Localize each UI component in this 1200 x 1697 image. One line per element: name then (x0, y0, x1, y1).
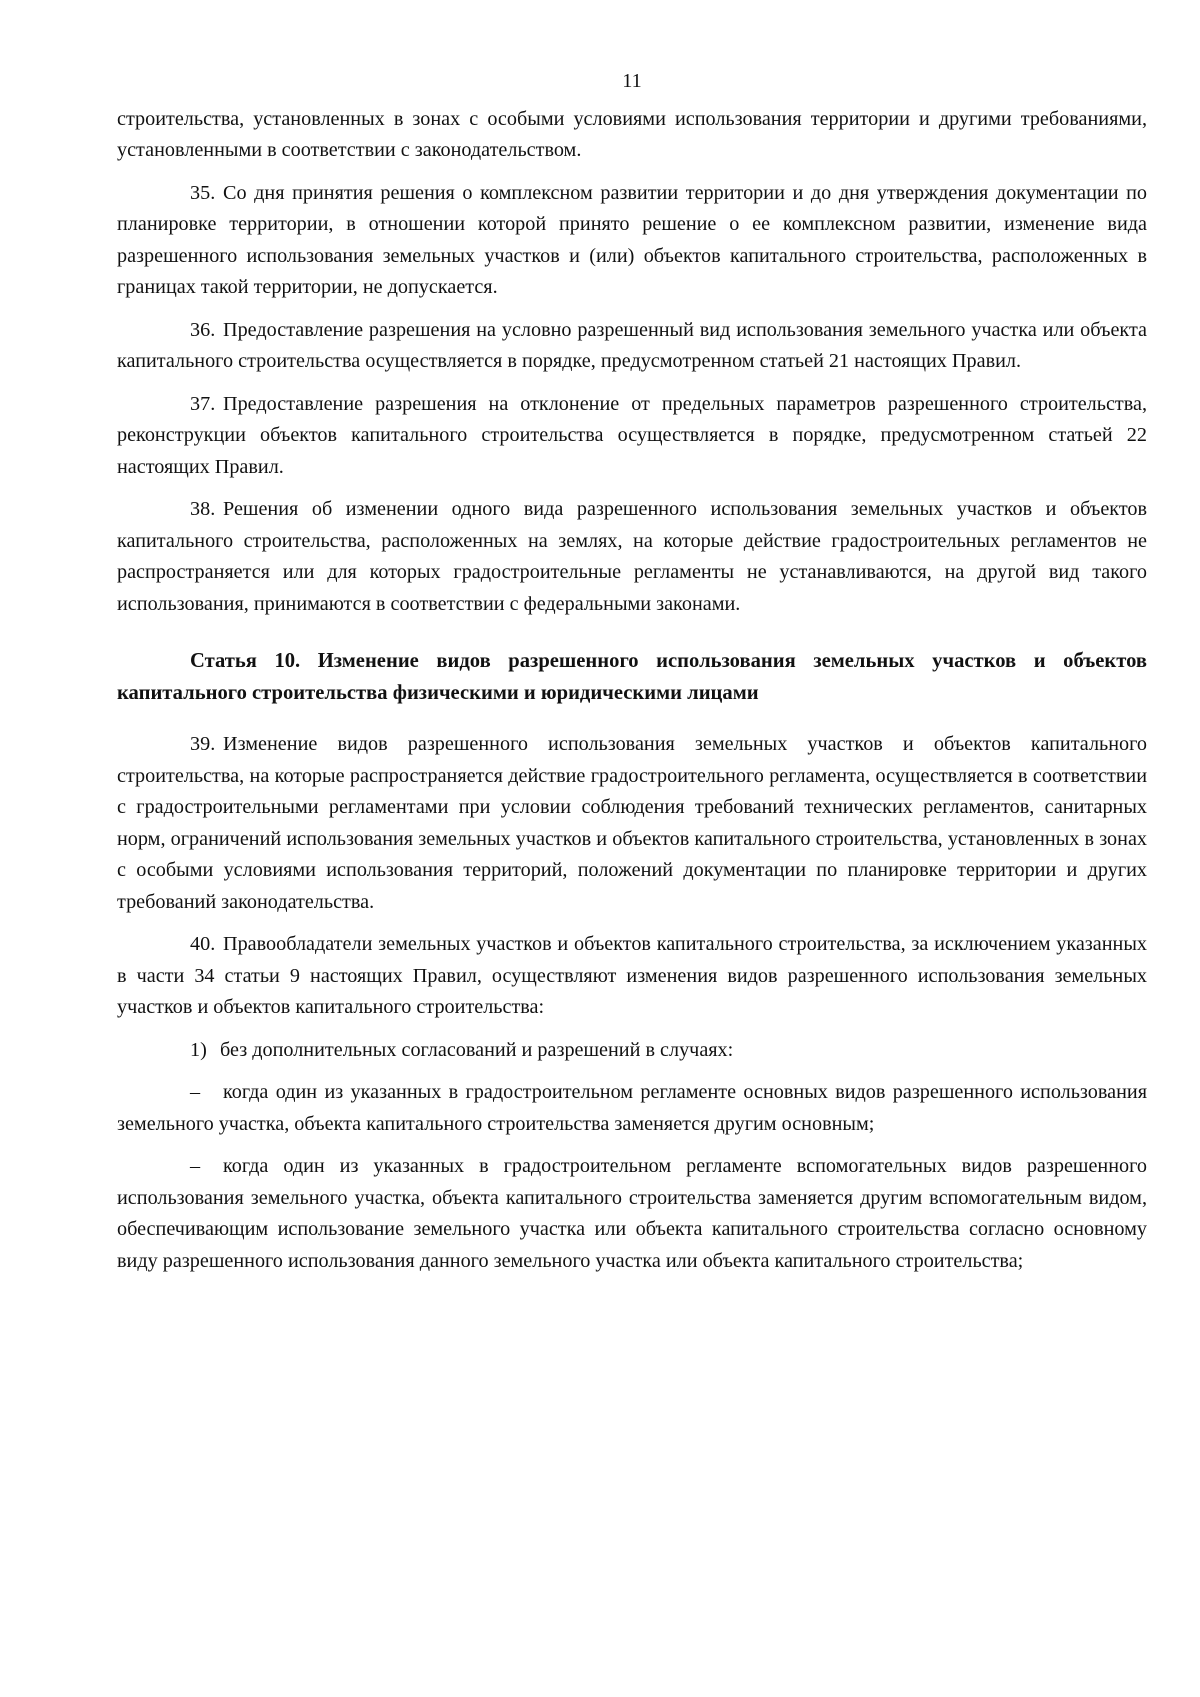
page-number: 11 (622, 70, 642, 92)
paragraph-number: 38. (190, 498, 216, 520)
paragraph-text: Правообладатели земельных участков и объектов капитального строительства, за исключением указанных в части 34 статьи 9 настоящих Правил, осуществляют изменения видов разрешенного использования земельных участков и объектов капитального строительства: (117, 933, 1147, 1018)
paragraph-36 (117, 315, 1147, 378)
paragraph-text: Изменение видов разрешенного использования земельных участков и объектов капитального строительства, на которые распространяется действие градостроительного регламента, осуществляется в соответствии с градостроительными регламентами при условии соблюдения требований технических регламентов, санитарных норм, ограничений использования земельных участков и объектов капитального строительства, установленных в зонах с особыми условиями использования территорий, положений документации по планировке территории и других требований законодательства. (117, 733, 1147, 913)
subitem-text: без дополнительных согласований и разрешений в случаях: (220, 1038, 734, 1061)
paragraph-number: 35. (190, 181, 216, 204)
dash-item (117, 1077, 1147, 1140)
paragraph-text: Предоставление разрешения на условно разрешенный вид использования земельного участка или объекта капитального строительства осуществляется в порядке, предусмотренном статьей 21 настоящих Правил. (117, 318, 1147, 372)
paragraph-37 (117, 389, 1147, 484)
dash-marker: – (190, 1155, 201, 1177)
dash-marker: – (190, 1081, 201, 1103)
dash-item-text: когда один из указанных в градостроительном регламенте основных видов разрешенного использования земельного участка, объекта капитального строительства заменяется другим основным; (117, 1081, 1147, 1135)
article-heading: Статья 10. Изменение видов разрешенного использования земельных участков и объектов капитального строительства физическими и юридическими лицами (117, 650, 1147, 704)
paragraph-39 (117, 729, 1147, 918)
paragraph-number: 40. (190, 933, 216, 955)
document-page (117, 66, 1147, 1288)
paragraph-text: Решения об изменении одного вида разрешенного использования земельных участков и объектов капитального строительства, расположенных на землях, на которые действие градостроительных регламентов не распространяется или для которых градостроительные регламенты не устанавливаются, на другой вид такого использования, принимаются в соответствии с федеральными законами. (117, 498, 1147, 615)
paragraph-number: 36. (190, 318, 216, 341)
paragraph-number: 39. (190, 733, 216, 755)
dash-item-text: когда один из указанных в градостроительном регламенте вспомогательных видов разрешенного использования земельного участка, объекта капитального строительства заменяется другим вспомогательным видом, обеспечивающим использование земельного участка или объекта капитального строительства согласно основному виду разрешенного использования данного земельного участка или объекта капитального строительства; (117, 1155, 1147, 1272)
dash-item (117, 1151, 1147, 1277)
paragraph-38 (117, 494, 1147, 620)
subitem-1 (117, 1035, 1147, 1067)
paragraph-text: Со дня принятия решения о комплексном развитии территории и до дня утверждения документации по планировке территории, в отношении которой принято решение о ее комплексном развитии, изменение вида разрешенного использования земельных участков и (или) объектов капитального строительства, расположенных в границах такой территории, не допускается. (117, 181, 1147, 298)
paragraph-text: Предоставление разрешения на отклонение от предельных параметров разрешенного строительства, реконструкции объектов капитального строительства осуществляется в порядке, предусмотренном статьей 22 настоящих Правил. (117, 392, 1147, 478)
paragraph-number: 37. (190, 392, 216, 415)
subitem-marker: 1) (190, 1038, 207, 1061)
intro-paragraph: строительства, установленных в зонах с особыми условиями использования территории и другими требованиями, установленными в соответствии с законодательством. (117, 107, 1147, 161)
paragraph-35 (117, 178, 1147, 304)
paragraph-40 (117, 929, 1147, 1024)
